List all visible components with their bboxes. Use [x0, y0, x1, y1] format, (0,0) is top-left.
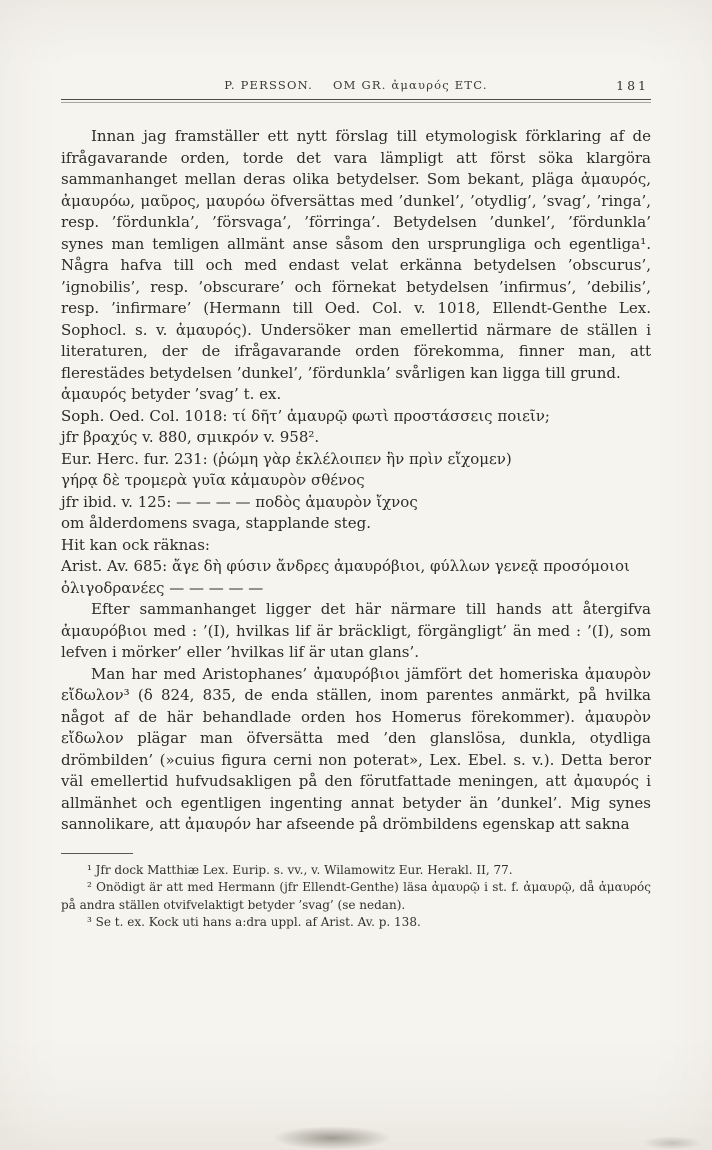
footnote-separator	[61, 853, 133, 854]
body-paragraph: Efter sammanhanget ligger det här närmare till hands att återgifva ἀμαυρόβιοι med : ’(I), hvilkas lif är bräckligt, förgängligt’ än med : ’(I), som lefven i mörker’ eller ’hvilkas lif är utan glans’.	[61, 600, 651, 661]
greek-citation-line: Arist. Av. 685: ἄγε δὴ φύσιν ἄνδρες ἀμαυρόβιοι, φύλλων γενεᾷ προσόμοιοι	[61, 557, 630, 575]
lead-in-line: Hit kan ock räknas:	[61, 535, 210, 554]
body-paragraph: Innan jag framställer ett nytt förslag till etymologisk förklaring af de ifrågavarande orden, torde det vara lämpligt att först söka klargöra sammanhanget mellan deras olika betydelser. Som bekant, pläga ἀμαυρός, ἀμαυρόω, μαῦρος, μαυρόω öfversättas med ’dunkel’, ’otydlig’, ’svag’, ’ringa’, resp. ’fördunkla’, ’försvaga’, ’förringa’. Betydelsen ’dunkel’, ’fördunkla’ synes man temligen allmänt anse såsom den ursprungliga och egentliga¹. Några hafva till och med endast velat erkänna betydelsen ’obscurus’, ’ignobilis’, resp. ’obscurare’ och förnekat betydelsen ’infirmus’, ’debilis’, resp. ’infirmare’ (Hermann till Oed. Col. v. 1018, Ellendt-Genthe Lex. Sophocl. s. v. ἀμαυρός). Undersöker man emellertid närmare de ställen i literaturen, der de ifrågavarande orden förekomma, finner man, att flerestädes betydelsen ’dunkel’, ’fördunkla’ svårligen kan ligga till grund.	[61, 127, 651, 382]
greek-citation-line: Eur. Herc. fur. 231: (ῥώμη γὰρ ἐκλέλοιπεν ἣν πρὶν εἴχομεν)	[61, 449, 512, 468]
scan-smudge-right	[642, 1136, 702, 1150]
footnotes	[61, 862, 651, 932]
header-rule	[61, 99, 651, 103]
quote-line: ἀμαυρός betyder ’svag’ t. ex.	[61, 385, 282, 403]
page-number: 181	[616, 78, 649, 93]
greek-citation-line: jfr ibid. v. 125: — — — — ποδὸς ἀμαυρὸν ἴχνος	[61, 492, 418, 511]
running-title	[224, 78, 487, 92]
greek-verse-line: ὀλιγοδρανέες — — — — —	[61, 578, 264, 597]
greek-verse-line: γήρᾳ δὲ τρομερὰ γυῖα κἀμαυρὸν σθένος	[61, 471, 365, 489]
body-paragraph: Man har med Aristophanes’ ἀμαυρόβιοι jämfört det homeriska ἀμαυρὸν εἴδωλον³ (δ 824, 835, de enda ställen, inom parentes anmärkt, på hvilka något af de här behandlade orden hos Homerus förekommer). ἀμαυρὸν εἴδωλον plägar man öfversätta med ’den glanslösa, dunkla, otydliga drömbilden’ (»cuius figura cerni non poterat», Lex. Ebel. s. v.). Detta beror väl emellertid hufvudsakligen på den förutfattade meningen, att ἀμαυρός i allmänhet och egentligen ingenting annat betyder än ’dunkel’. Mig synes sannolikare, att ἀμαυρόν har afseende på drömbildens egenskap att sakna	[61, 664, 651, 833]
footnote: ² Onödigt är att med Hermann (jfr Ellendt-Genthe) läsa ἀμαυρῷ i st. f. ἀμαυρῷ, då ἀμαυρός på andra ställen otvifvelaktigt betyder ’svag’ (se nedan).	[61, 880, 651, 912]
page-header	[61, 78, 651, 92]
running-title-author: P. PERSSON.	[224, 78, 313, 92]
continuation-line: om ålderdomens svaga, stapplande steg.	[61, 514, 371, 532]
page-body	[61, 126, 651, 836]
greek-citation-line: Soph. Oed. Col. 1018: τί δῆτ’ ἀμαυρῷ φωτὶ προστάσσεις ποιεῖν;	[61, 406, 550, 425]
running-title-subject: OM GR. ἀμαυρός ETC.	[332, 78, 488, 92]
footnote: ³ Se t. ex. Kock uti hans a:dra uppl. af Arist. Av. p. 138.	[87, 915, 421, 929]
footnote: ¹ Jfr dock Matthiæ Lex. Eurip. s. vv., v. Wilamowitz Eur. Herakl. II, 77.	[87, 862, 513, 877]
scan-smudge	[272, 1126, 392, 1150]
reference-line: jfr βραχύς v. 880, σμικρόν v. 958².	[61, 428, 320, 446]
